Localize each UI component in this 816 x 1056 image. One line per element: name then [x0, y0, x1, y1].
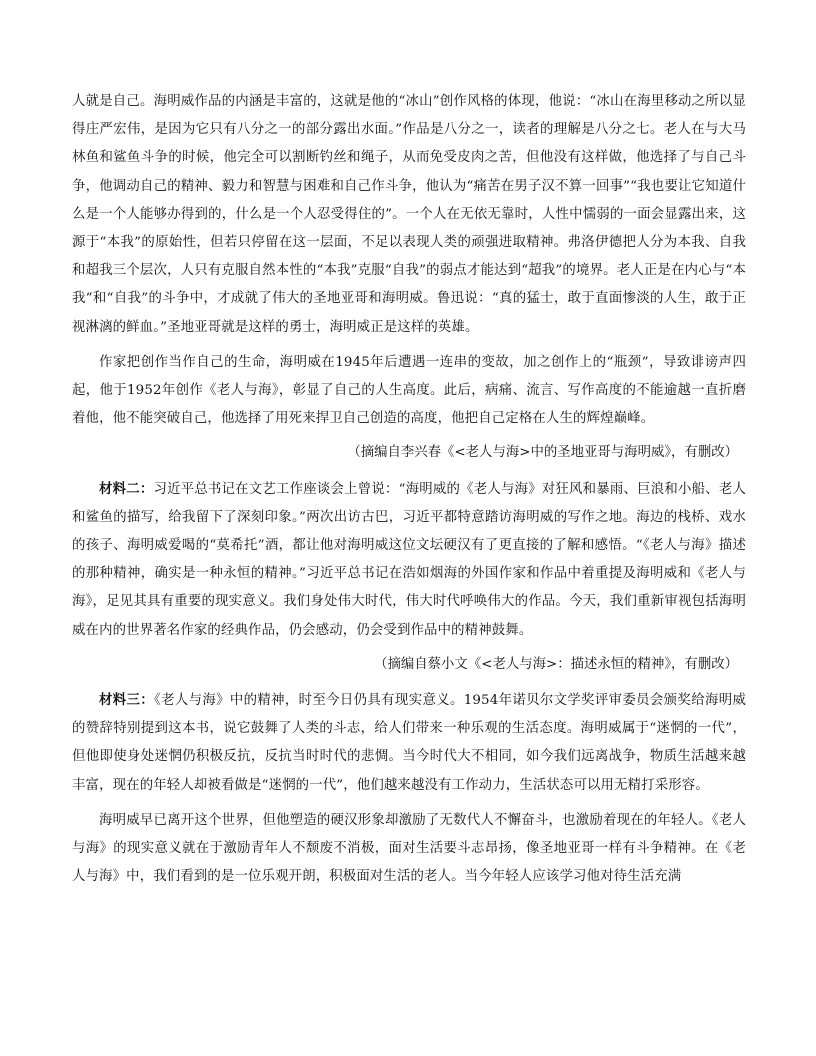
material3-label: 材料三： — [99, 692, 155, 709]
material2-label: 材料二： — [99, 480, 154, 497]
document-page — [72, 88, 746, 891]
material1-paragraph-2: 作家把创作当作自己的生命，海明威在1945年后遭遇一连串的变故，加之创作上的“瓶颈”，导致诽谤声四起，他于1952年创作《老人与海》，彰显了自己的人生高度。此后，病痛、流言、写作高度的不能逾越一直折磨着他，他不能突破自己，他选择了用死来捍卫自己创造的高度，他把自己定格在人生的辉煌巅峰。 — [72, 354, 746, 427]
material2-source: （摘编自蔡小文《<老人与海>：描述永恒的精神》，有删改） — [374, 656, 738, 672]
material2-paragraph — [72, 475, 746, 645]
material3-paragraph-2: 海明威早已离开这个世界，但他塑造的硬汉形象却激励了无数代人不懈奋斗，也激励着现在的年轻人。《老人与海》的现实意义就在于激励青年人不颓废不消极，面对生活要斗志昂扬，像圣地亚哥一样有斗争精神。在《老人与海》中，我们看到的是一位乐观开朗，积极面对生活的老人。当今年轻人应该学习他对待生活充满 — [72, 812, 746, 885]
material1-paragraph-1: 人就是自己。海明威作品的内涵是丰富的，这就是他的“冰山”创作风格的体现，他说：“冰山在海里移动之所以显得庄严宏伟，是因为它只有八分之一的部分露出水面。”作品是八分之一，读者的理解是八分之七。老人在与大马林鱼和鲨鱼斗争的时候，他完全可以割断钓丝和绳子，从而免受皮肉之苦，但他没有这样做，他选择了与自己斗争，他调动自己的精神、毅力和智慧与困难和自己作斗争，他认为“痛苦在男子汉不算一回事”“我也要让它知道什么是一个人能够办得到的，什么是一个人忍受得住的”。一个人在无依无靠时，人性中懦弱的一面会显露出来，这源于“本我”的原始性，但若只停留在这一层面，不足以表现人类的顽强进取精神。弗洛伊德把人分为本我、自我和超我三个层次，人只有克服自然本性的“本我”克服“自我”的弱点才能达到“超我”的境界。老人正是在内心与“本我”和“自我”的斗争中，才成就了伟大的圣地亚哥和海明威。鲁迅说：“真的猛士，敢于直面惨淡的人生，敢于正视淋漓的鲜血。”圣地亚哥就是这样的勇士，海明威正是这样的英雄。 — [72, 94, 746, 335]
material2-text: 习近平总书记在文艺工作座谈会上曾说：“海明威的《老人与海》对狂风和暴雨、巨浪和小船、老人和鲨鱼的描写，给我留下了深刻印象。”两次出访古巴，习近平都特意踏访海明威的写作之地。海边的栈桥、戏水的孩子、海明威爱喝的“莫希托”酒，都让他对海明威这位文坛硬汉有了更直接的了解和感悟。“《老人与海》描述的那种精神，确实是一种永恒的精神。”习近平总书记在浩如烟海的外国作家和作品中着重提及海明威和《老人与海》，足见其具有重要的现实意义。我们身处伟大时代，伟大时代呼唤伟大的作品。今天，我们重新审视包括海明威在内的世界著名作家的经典作品，仍会感动，仍会受到作品中的精神鼓舞。 — [72, 481, 746, 638]
material1-source: （摘编自李兴春《<老人与海>中的圣地亚哥与海明威》，有删改） — [347, 445, 738, 461]
material3-text: 《老人与海》中的精神，时至今日仍具有现实意义。1954年诺贝尔文学奖评审委员会颁奖给海明威的赞辞特别提到这本书，说它鼓舞了人类的斗志，给人们带来一种乐观的生活态度。海明威属于“迷惘的一代”，但他即使身处迷惘仍积极反抗，反抗当时时代的悲惆。当今时代大不相同，如今我们远离战争，物质生活越来越丰富，现在的年轻人却被看做是“迷惘的一代”，他们越来越没有工作动力，生活状态可以用无精打采形容。 — [72, 693, 746, 793]
material3-paragraph-1 — [72, 686, 746, 800]
